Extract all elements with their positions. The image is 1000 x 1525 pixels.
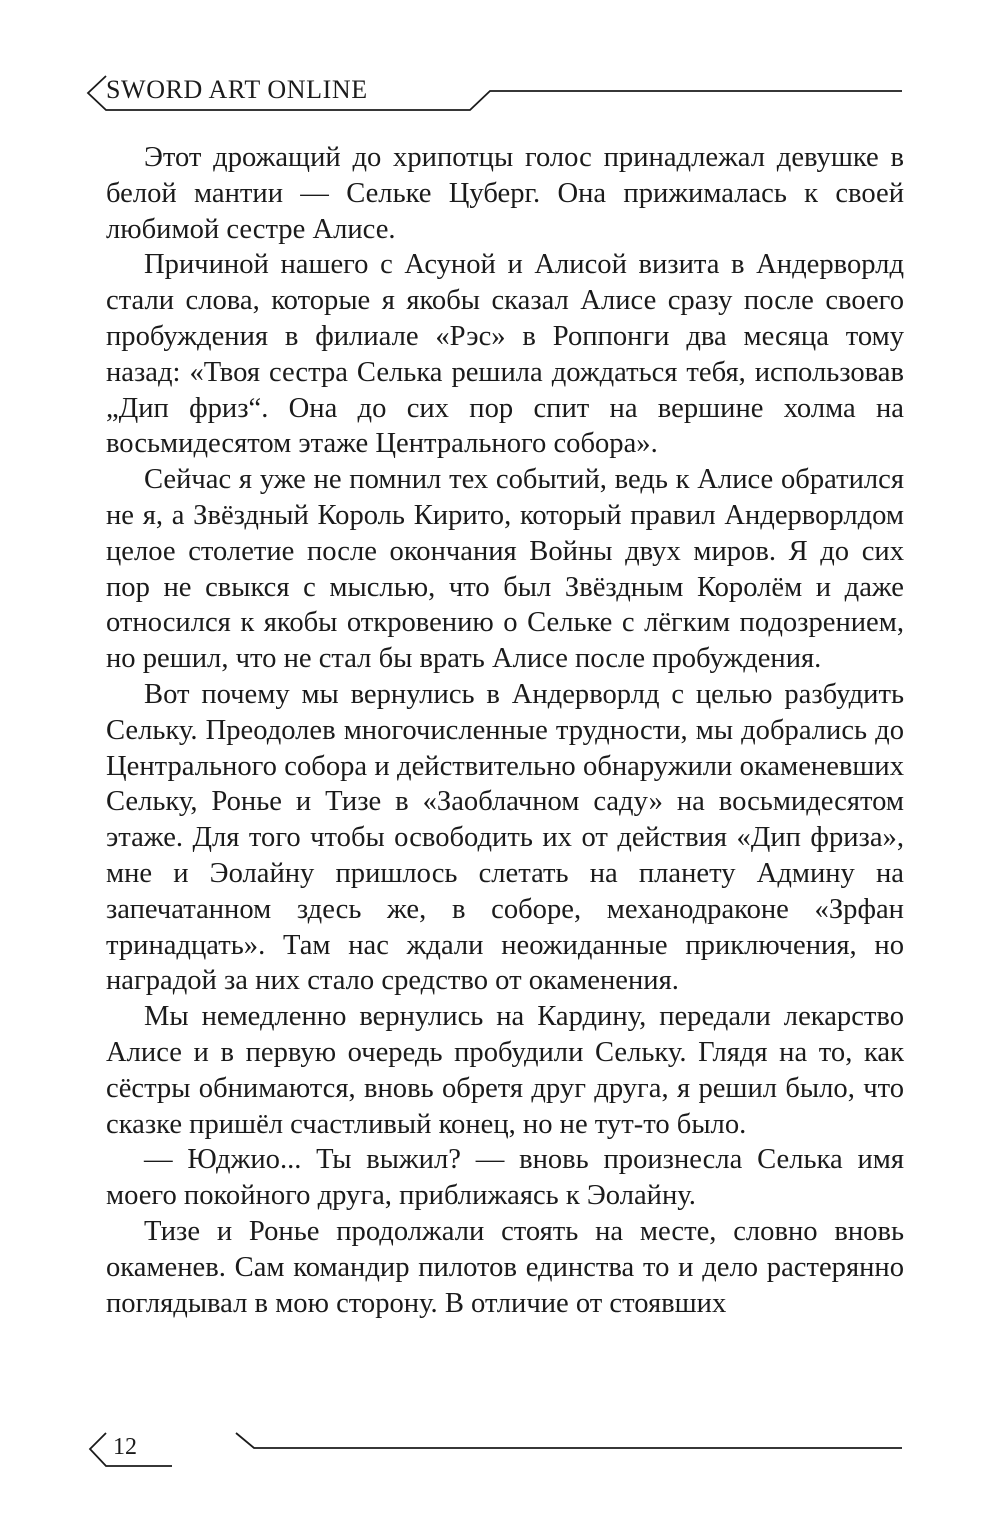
paragraph: Тизе и Ронье продолжали стоять на месте, словно вновь окаменев. Сам командир пилотов единства то и дело растерянно поглядывал в мою сторону. В отличие от стоявших bbox=[106, 1215, 904, 1319]
paragraph: Этот дрожащий до хрипотцы голос принадлежал девушке в белой мантии — Сельке Цуберг. Она прижималась к своей любимой сестре Алисе. bbox=[106, 142, 904, 245]
page-footer bbox=[0, 1420, 1000, 1480]
page-number: 12 bbox=[113, 1434, 137, 1460]
page-header bbox=[0, 0, 1000, 130]
paragraph: Мы немедленно вернулись на Кардину, передали лекарство Алисе и в первую очередь пробудили Сельку. Глядя на то, как сёстры обнимаются, вновь обретя друг друга, я решил было, что сказке пришёл счастливый конец, но не тут-то было. bbox=[106, 1001, 904, 1140]
paragraph: Сейчас я уже не помнил тех событий, ведь к Алисе обратился не я, а Звёздный Король Кирито, который правил Андерворлдом целое столетие после окончания Войны двух миров. Я до сих пор не свыкся с мыслью, что был Звёздным Королём и даже относился к якобы откровению о Сельке с лёгким подозрением, но решил, что не стал бы врать Алисе после пробуждения. bbox=[106, 464, 904, 675]
running-title: SWORD ART ONLINE bbox=[106, 75, 368, 104]
page-body bbox=[106, 140, 904, 1321]
footer-ornament bbox=[0, 1420, 1000, 1480]
paragraph: Причиной нашего с Асуной и Алисой визита в Андерворлд стали слова, которые я якобы сказал Алисе сразу после своего пробуждения в филиале «Рэс» в Роппонги два месяца тому назад: «Твоя сестра Селька решила дождаться тебя, использовав „Дип фриз“. Она до сих пор спит на вершине холма на восьмидесятом этаже Центрального собора». bbox=[106, 249, 904, 460]
paragraph: — Юджио... Ты выжил? — вновь произнесла Селька имя моего покойного друга, приближаясь к Эолайну. bbox=[106, 1144, 904, 1212]
header-ornament bbox=[0, 0, 1000, 130]
paragraph: Вот почему мы вернулись в Андерворлд с целью разбудить Сельку. Преодолев многочисленные трудности, мы добрались до Центрального собора и действительно обнаружили окаменевших Сельку, Ронье и Тизе в «Заоблачном саду» на восьмидесятом этаже. Для того чтобы освободить их от действия «Дип фриза», мне и Эолайну пришлось слетать на планету Админу на запечатанном здесь же, в соборе, механодраконе «Зрфан тринадцать». Там нас ждали неожиданные приключения, но наградой за них стало средство от окаменения. bbox=[106, 678, 904, 997]
